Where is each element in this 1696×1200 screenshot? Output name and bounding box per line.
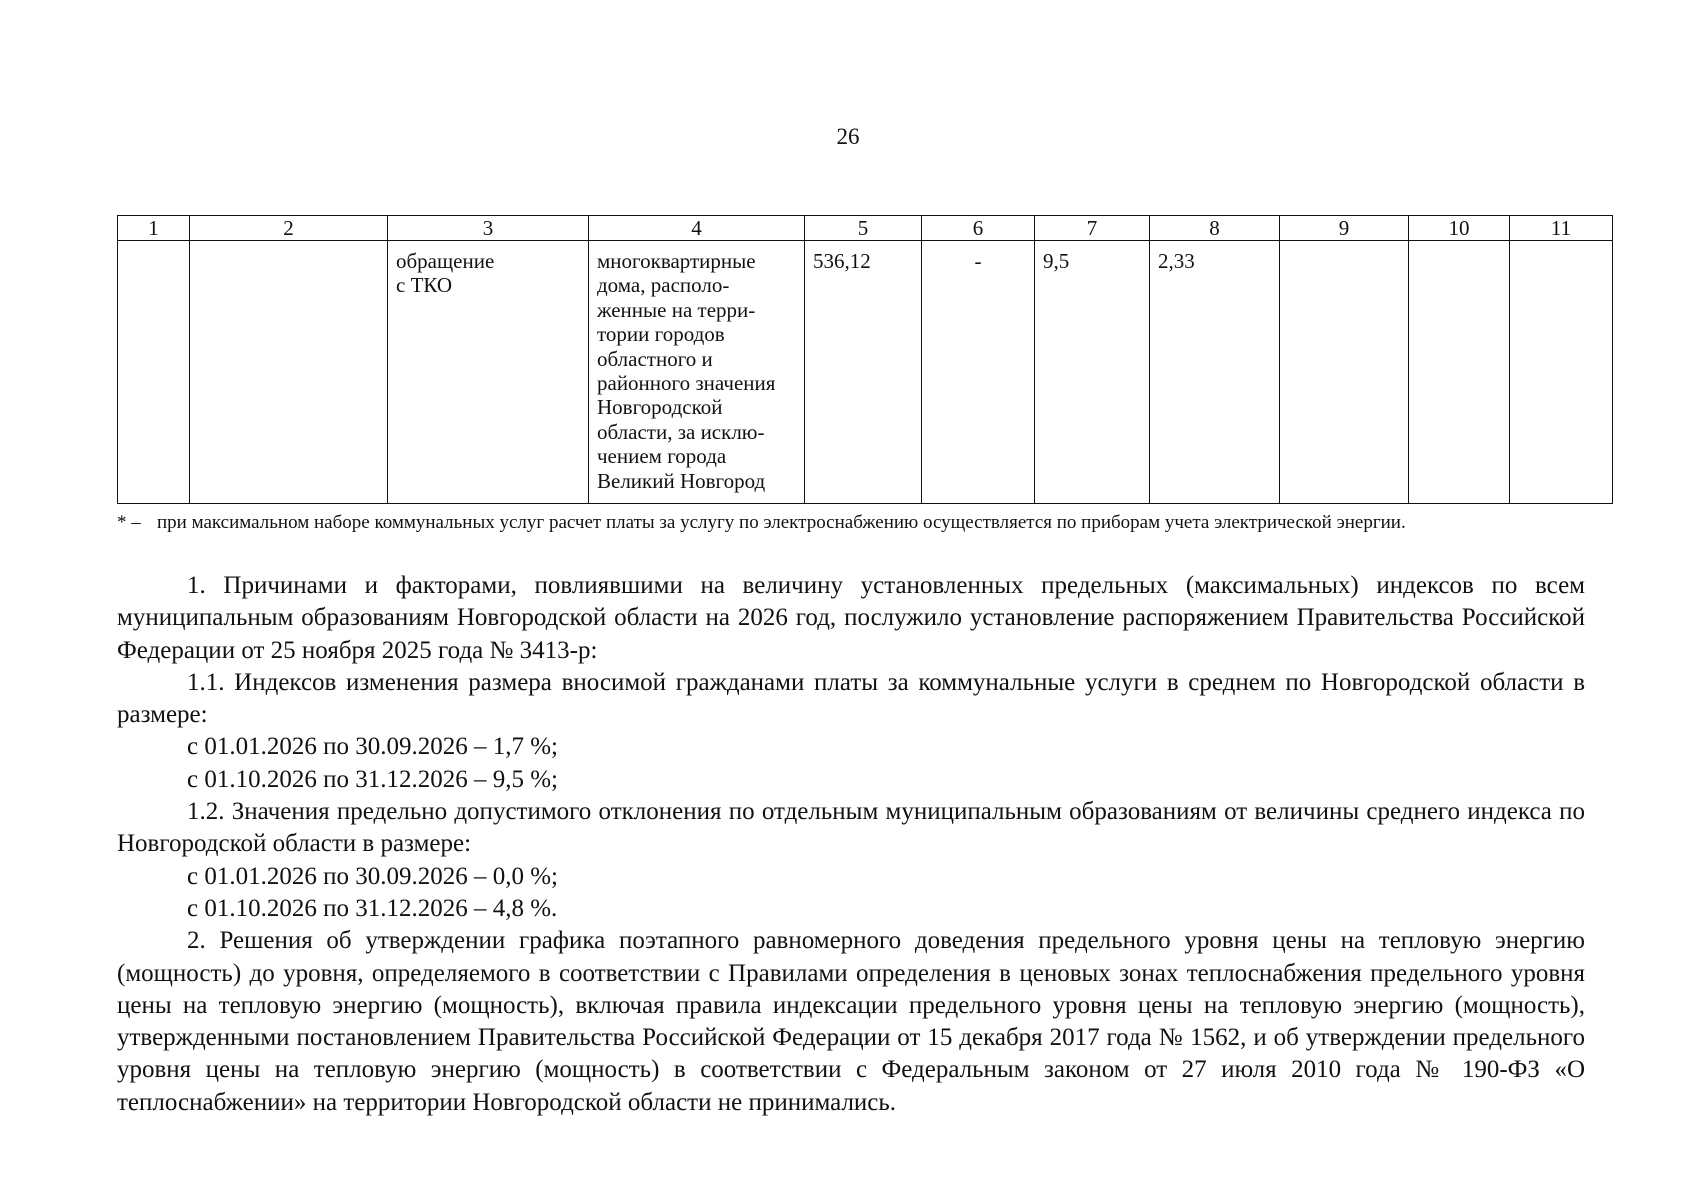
- footnote: [117, 511, 1577, 535]
- value-cell: 2,33: [1150, 241, 1280, 504]
- paragraph-1-1-period-a: с 01.01.2026 по 30.09.2026 – 1,7 %;: [187, 733, 558, 761]
- paragraph-1-2-period-a: с 01.01.2026 по 30.09.2026 – 0,0 %;: [187, 862, 558, 890]
- column-header: 7: [1035, 216, 1150, 241]
- column-header: 10: [1409, 216, 1510, 241]
- column-header: 5: [805, 216, 922, 241]
- table-cell: [118, 241, 190, 504]
- value-cell: -: [922, 241, 1035, 504]
- table-cell: [1280, 241, 1409, 504]
- table-header-row: [118, 216, 1613, 241]
- service-name-cell: [388, 241, 589, 504]
- column-header: 3: [388, 216, 589, 241]
- category-cell: [589, 241, 805, 504]
- footnote-marker: * –: [117, 512, 141, 533]
- tariff-table: [117, 215, 1613, 504]
- paragraph-1: 1. Причинами и факторами, повлиявшими на величину установленных предельных (максимальных) индексов по всем муниципальным образованиям Новгородской области на 2026 год, послужило установление распоряжением Правительства Российской Федерации от 25 ноября 2025 года № 3413-р:: [117, 572, 1585, 664]
- table-cell: [190, 241, 388, 504]
- service-name: обращение с ТКО: [396, 249, 495, 298]
- value-cell: 536,12: [805, 241, 922, 504]
- table-row: [118, 241, 1613, 504]
- paragraph-1-2: 1.2. Значения предельно допустимого отклонения по отдельным муниципальным образованиям от величины среднего индекса по Новгородской области в размере:: [117, 798, 1585, 858]
- category-description: многоквартирные дома, располо- женные на терри- тории городов областного и районного значения Новгородской области, за исклю- чением города Великий Новгород: [597, 249, 776, 493]
- paragraph-2: 2. Решения об утверждении графика поэтапного равномерного доведения предельного уровня цены на тепловую энергию (мощность) до уровня, определяемого в соответствии с Правилами определения в ценовых зонах теплоснабжения предельного уровня цены на тепловую энергию (мощность), включая правила индексации предельного уровня цены на тепловую энергию (мощность), утвержденными постановлением Правительства Российской Федерации от 15 декабря 2017 года № 1562, и об утверждении предельного уровня цены на тепловую энергию (мощность) в соответствии с Федеральным законом от 27 июля 2010 года № 190-ФЗ «О теплоснабжении» на территории Новгородской области не принимались.: [117, 927, 1585, 1116]
- page-number: 26: [836, 124, 860, 149]
- column-header: 8: [1150, 216, 1280, 241]
- column-header: 2: [190, 216, 388, 241]
- column-header: 6: [922, 216, 1035, 241]
- table-cell: [1510, 241, 1613, 504]
- column-header: 9: [1280, 216, 1409, 241]
- value-cell: 9,5: [1035, 241, 1150, 504]
- table-cell: [1409, 241, 1510, 504]
- column-header: 11: [1510, 216, 1613, 241]
- paragraph-1-1-period-b: с 01.10.2026 по 31.12.2026 – 9,5 %;: [187, 765, 558, 793]
- paragraph-1-2-period-b: с 01.10.2026 по 31.12.2026 – 4,8 %.: [187, 894, 558, 922]
- document-body: [117, 570, 1585, 1119]
- column-header: 1: [118, 216, 190, 241]
- paragraph-1-1: 1.1. Индексов изменения размера вносимой гражданами платы за коммунальные услуги в среднем по Новгородской области в размере:: [117, 668, 1585, 729]
- column-header: 4: [589, 216, 805, 241]
- footnote-text: при максимальном наборе коммунальных услуг расчет платы за услугу по электроснабжению осуществляется по приборам учета электрической энергии.: [157, 512, 1406, 533]
